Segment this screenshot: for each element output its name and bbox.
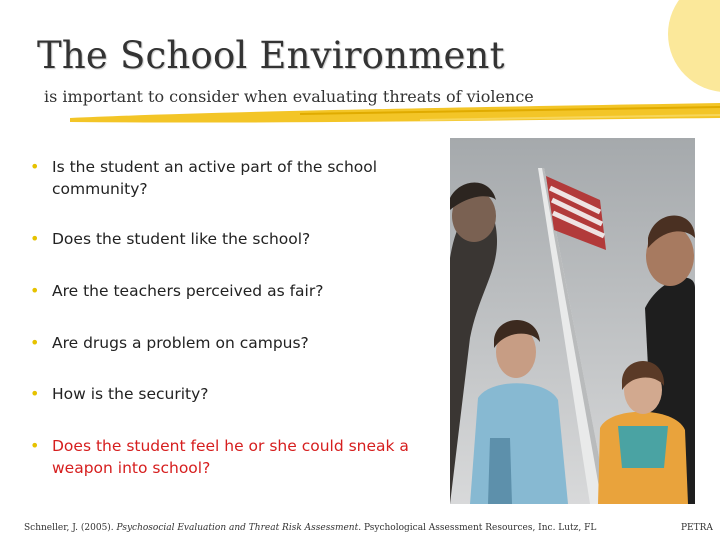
bullet-item	[30, 383, 440, 405]
students-flagpole-photo	[450, 138, 695, 504]
bullet-item-highlighted	[30, 435, 440, 479]
bullet-dot-icon: •	[30, 333, 40, 352]
bullet-dot-icon: •	[30, 281, 40, 300]
bullet-text: Is the student an active part of the school community?	[52, 158, 378, 198]
bullet-text: Are the teachers perceived as fair?	[52, 282, 324, 300]
citation-footer	[24, 523, 596, 533]
bullet-dot-icon: •	[30, 384, 40, 403]
bullet-item	[30, 156, 440, 200]
page-tag: PETRA	[681, 523, 713, 533]
bullet-text: Are drugs a problem on campus?	[52, 334, 309, 352]
slide-title: The School Environment	[37, 34, 505, 77]
bullet-item	[30, 332, 440, 354]
citation-suffix: . Psychological Assessment Resources, Inc. Lutz, FL	[358, 523, 597, 533]
citation-title: Psychosocial Evaluation and Threat Risk Assessment	[116, 523, 359, 533]
bullet-text: Does the student like the school?	[52, 230, 311, 248]
bullet-item	[30, 228, 440, 250]
slide-subtitle: is important to consider when evaluating threats of violence	[44, 87, 534, 106]
bullet-dot-icon: •	[30, 229, 40, 248]
bullet-dot-icon: •	[30, 157, 40, 176]
citation-prefix: Schneller, J. (2005).	[24, 523, 117, 533]
bullet-text: How is the security?	[52, 385, 209, 403]
bullet-dot-icon: •	[30, 436, 40, 455]
bullet-item	[30, 280, 440, 302]
bullet-text: Does the student feel he or she could sneak a weapon into school?	[52, 437, 409, 477]
